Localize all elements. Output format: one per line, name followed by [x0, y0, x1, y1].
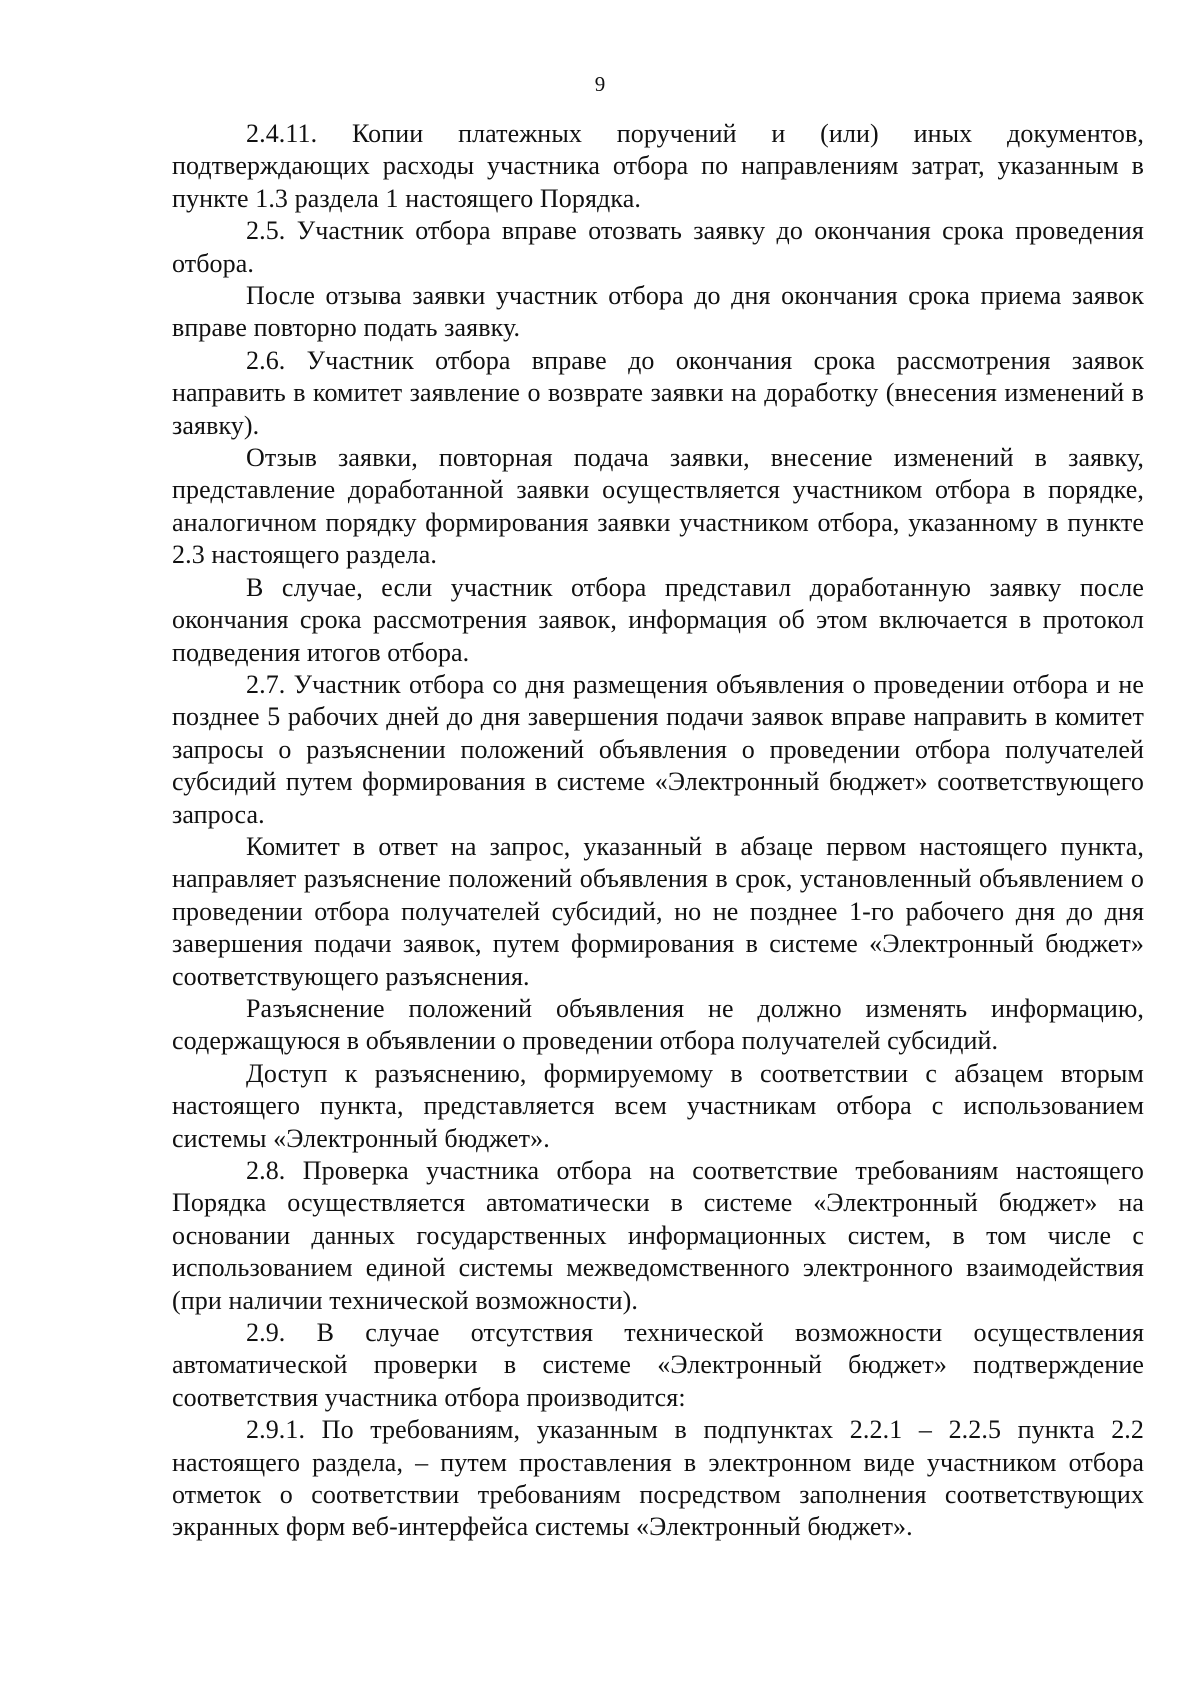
- paragraph-2-4-11: 2.4.11. Копии платежных поручений и (или) иных документов, подтверждающих расходы участника отбора по направлениям затрат, указанным в пункте 1.3 раздела 1 настоящего Порядка.: [172, 119, 1144, 213]
- paragraph-committee-response: Комитет в ответ на запрос, указанный в абзаце первом настоящего пункта, направляет разъяснение положений объявления в срок, установленный объявлением о проведении отбора получателей субсидий, но не позднее 1-го рабочего дня до дня завершения подачи заявок, путем формирования в системе «Электронный бюджет» соответствующего разъяснения.: [172, 831, 1144, 991]
- page-number: 9: [594, 72, 606, 96]
- paragraph-clarification-limits: Разъяснение положений объявления не должно изменять информацию, содержащуюся в объявлении о проведении отбора получателей субсидий.: [172, 993, 1144, 1056]
- paragraph-late-submission: В случае, если участник отбора представил доработанную заявку после окончания срока рассмотрения заявок, информация об этом включается в протокол подведения итогов отбора.: [172, 572, 1144, 667]
- paragraph-after-withdrawal: После отзыва заявки участник отбора до дня окончания срока приема заявок вправе повторно подать заявку.: [172, 281, 1144, 343]
- paragraph-2-5: 2.5. Участник отбора вправе отозвать заявку до окончания срока проведения отбора.: [172, 216, 1144, 278]
- paragraph-2-6: 2.6. Участник отбора вправе до окончания срока рассмотрения заявок направить в комитет заявление о возврате заявки на доработку (внесения изменений в заявку).: [172, 345, 1144, 440]
- paragraph-2-7: 2.7. Участник отбора со дня размещения объявления о проведении отбора и не позднее 5 рабочих дней до дня завершения подачи заявок вправе направить в комитет запросы о разъяснении положений объявления о проведении отбора получателей субсидий путем формирования в системе «Электронный бюджет» соответствующего запроса.: [172, 669, 1144, 829]
- document-body: [172, 118, 1144, 1544]
- paragraph-2-9: 2.9. В случае отсутствия технической возможности осуществления автоматической проверки в системе «Электронный бюджет» подтверждение соответствия участника отбора производится:: [172, 1318, 1144, 1412]
- paragraph-2-9-1: 2.9.1. По требованиям, указанным в подпунктах 2.2.1 – 2.2.5 пункта 2.2 настоящего раздела, – путем проставления в электронном виде участником отбора отметок о соответствии требованиям посредством заполнения соответствующих экранных форм веб-интерфейса системы «Электронный бюджет».: [172, 1415, 1144, 1542]
- paragraph-clarification-access: Доступ к разъяснению, формируемому в соответствии с абзацем вторым настоящего пункта, представляется всем участникам отбора с использованием системы «Электронный бюджет».: [172, 1058, 1144, 1153]
- paragraph-2-8: 2.8. Проверка участника отбора на соответствие требованиям настоящего Порядка осуществляется автоматически в системе «Электронный бюджет» на основании данных государственных информационных систем, в том числе с использованием единой системы межведомственного электронного взаимодействия (при наличии технической возможности).: [172, 1156, 1144, 1315]
- paragraph-withdrawal-procedure: Отзыв заявки, повторная подача заявки, внесение изменений в заявку, представление доработанной заявки осуществляется участником отбора в порядке, аналогичном порядку формирования заявки участником отбора, указанному в пункте 2.3 настоящего раздела.: [172, 443, 1144, 570]
